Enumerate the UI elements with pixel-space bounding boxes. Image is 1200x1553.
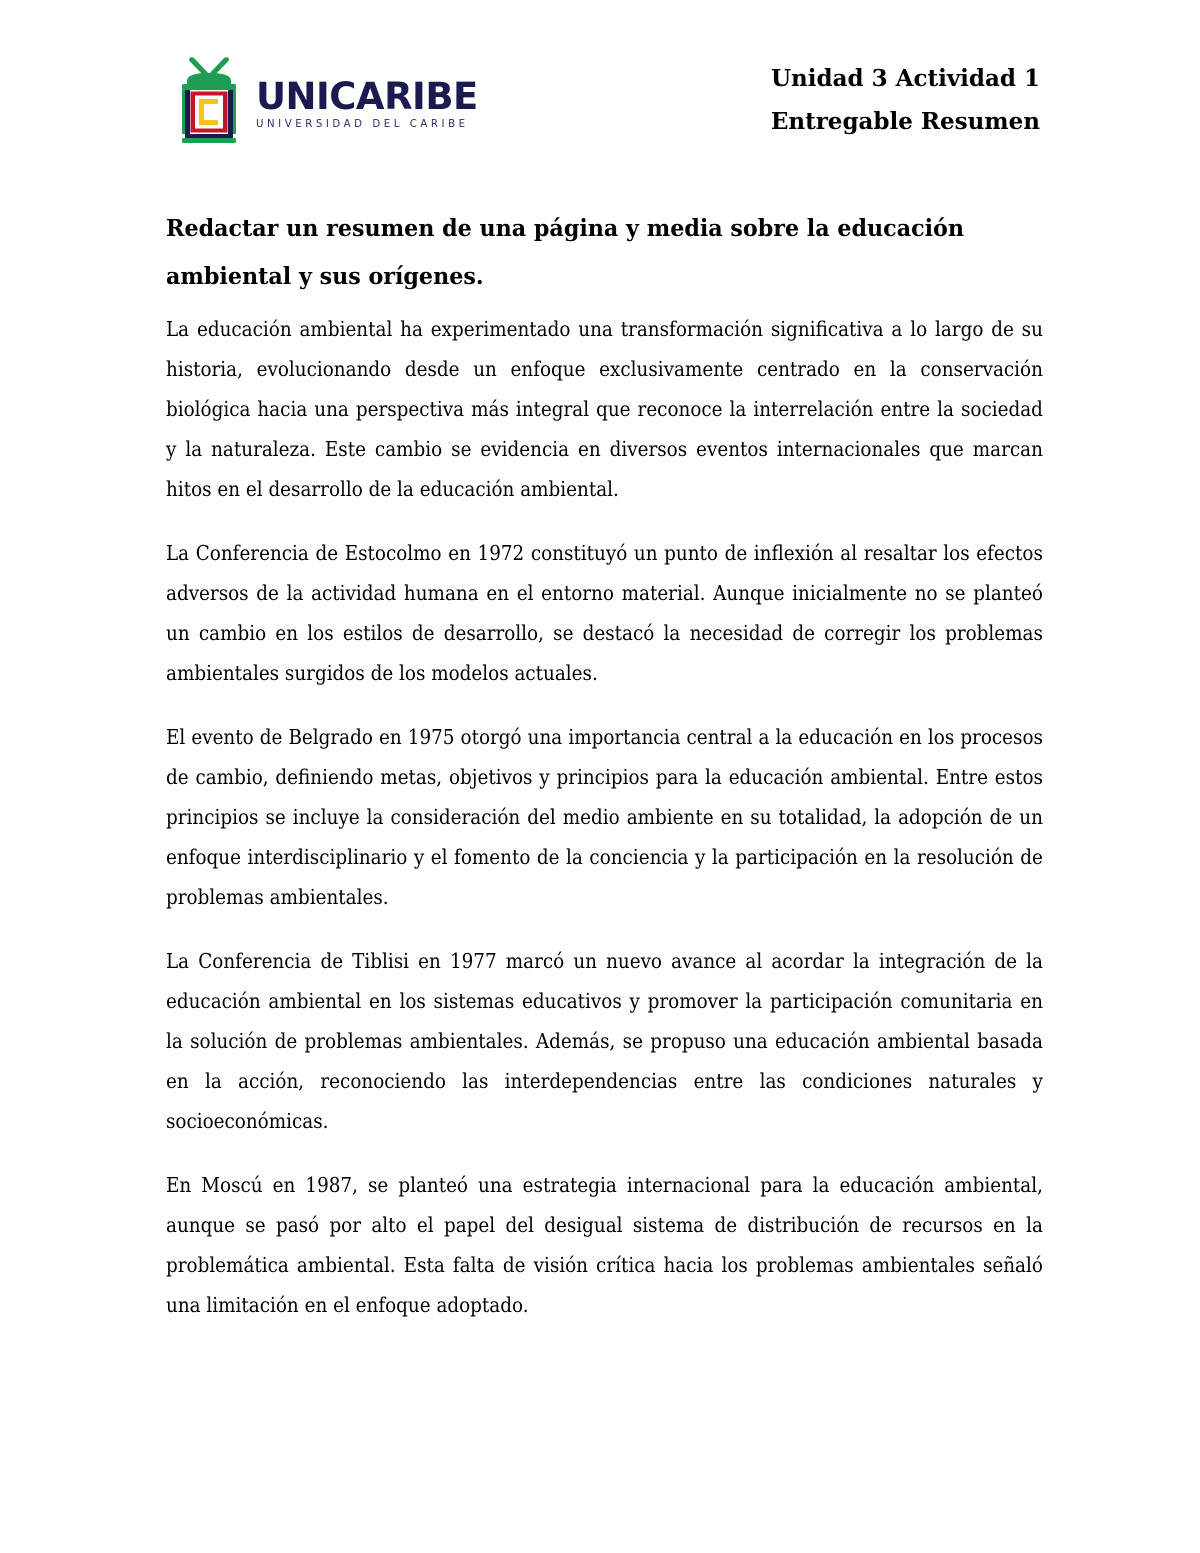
body-paragraph: La Conferencia de Estocolmo en 1972 constituyó un punto de inflexión al resaltar los efectos adversos de la actividad humana en el entorno material. Aunque inicialmente no se planteó un cambio en los estilos de desarrollo, se destacó la necesidad de corregir los problemas ambientales surgidos de los modelos actuales. (166, 541, 1043, 686)
header-title-block (771, 44, 1040, 143)
unicaribe-logo (176, 50, 478, 146)
document-body (0, 204, 1200, 1326)
assignment-title: Redactar un resumen de una página y media sobre la educación ambiental y sus orígenes. (166, 214, 965, 291)
logo-wordmark: UNICARIBE (256, 74, 478, 118)
body-paragraph: En Moscú en 1987, se planteó una estrategia internacional para la educación ambiental, aunque se pasó por alto el papel del desigual sistema de distribución de recursos en la problemática ambiental. Esta falta de visión crítica hacia los problemas ambientales señaló una limitación en el enfoque adoptado. (166, 1173, 1043, 1317)
body-paragraph: El evento de Belgrado en 1975 otorgó una importancia central a la educación en los procesos de cambio, definiendo metas, objetivos y principios para la educación ambiental. Entre estos principios se incluye la consideración del medio ambiente en su totalidad, la adopción de un enfoque interdisciplinario y el fomento de la conciencia y la participación en la resolución de problemas ambientales. (166, 725, 1043, 910)
logo-tagline: UNIVERSIDAD DEL CARIBE (256, 119, 469, 130)
header-title-line-1: Unidad 3 Actividad 1 (771, 65, 1040, 92)
body-paragraph: La Conferencia de Tiblisi en 1977 marcó un nuevo avance al acordar la integración de la educación ambiental en los sistemas educativos y promover la participación comunitaria en la solución de problemas ambientales. Además, se propuso una educación ambiental basada en la acción, reconociendo las interdependencias entre las condiciones naturales y socioeconómicas. (166, 949, 1043, 1134)
unicaribe-logo-icon (176, 50, 242, 146)
logo-text-block (256, 74, 478, 131)
header-title-line-2: Entregable Resumen (770, 107, 1040, 135)
body-paragraph: La educación ambiental ha experimentado una transformación significativa a lo largo de su historia, evolucionando desde un enfoque exclusivamente centrado en la conservación biológica hacia una perspectiva más integral que reconoce la interrelación entre la sociedad y la naturaleza. Este cambio se evidencia en diversos eventos internacionales que marcan hitos en el desarrollo de la educación ambiental. (166, 317, 1043, 502)
document-header (0, 0, 1200, 180)
